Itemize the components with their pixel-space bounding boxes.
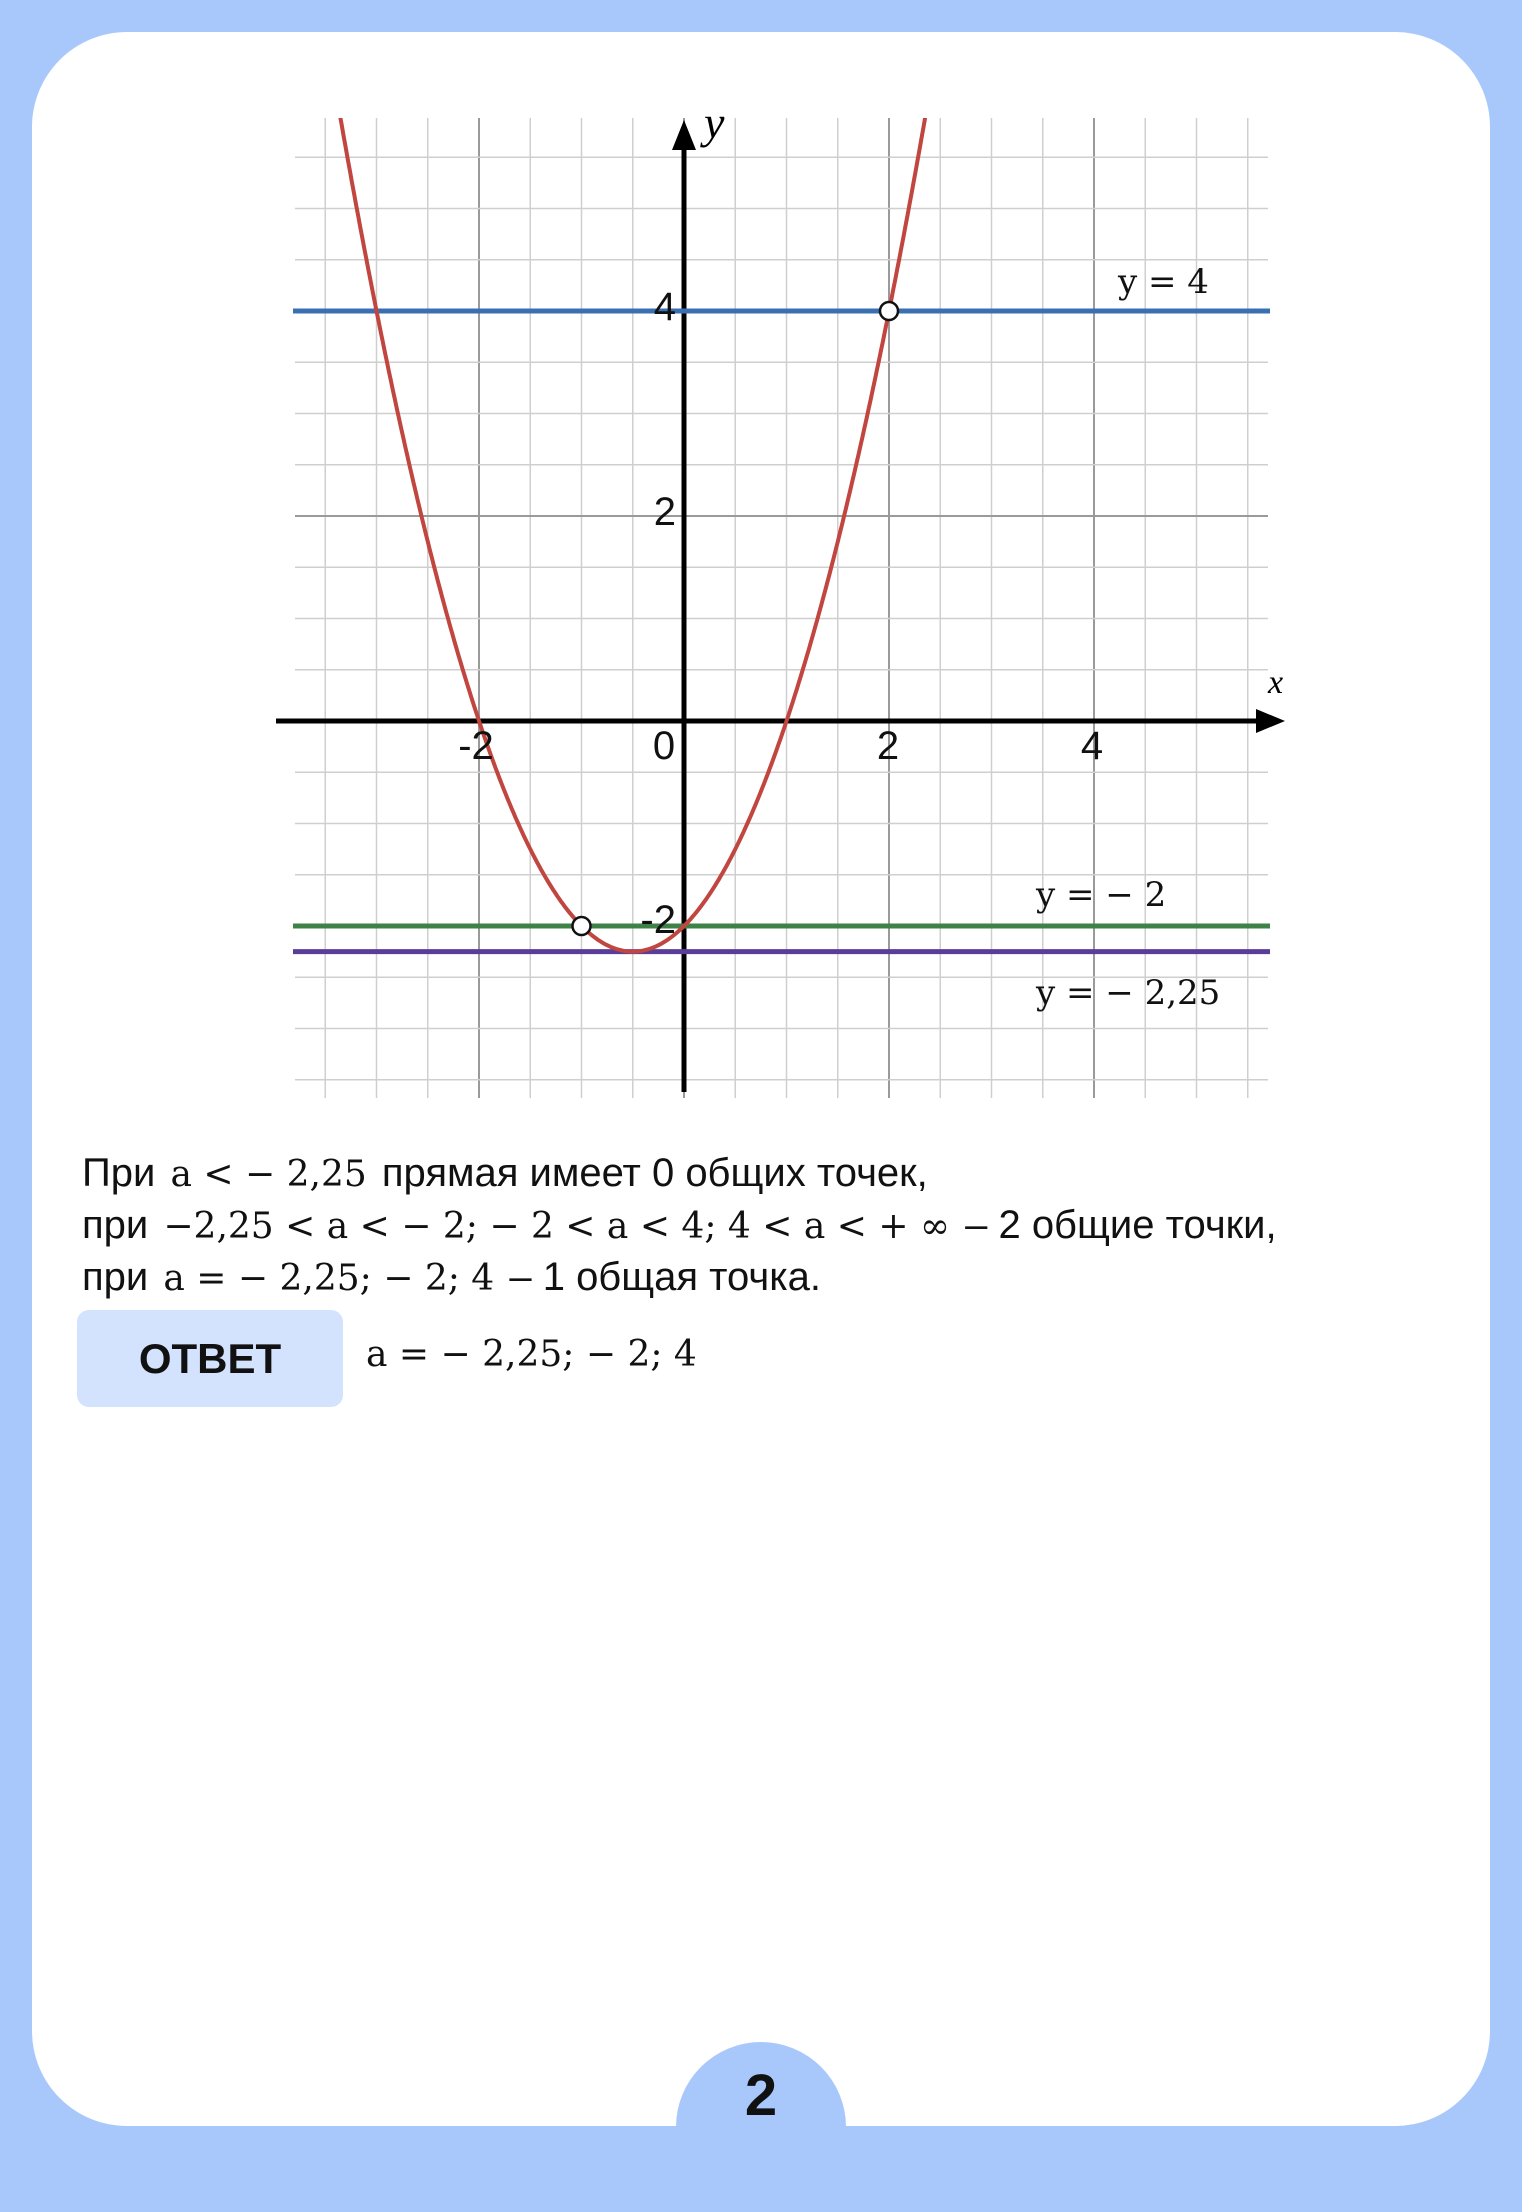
hollow-point bbox=[880, 302, 898, 320]
y-tick-label: 4 bbox=[653, 285, 676, 329]
solution-prefix: при bbox=[82, 1203, 149, 1247]
hollow-point bbox=[573, 917, 591, 935]
solution-prefix: при bbox=[82, 1255, 149, 1299]
answer-label: ОТВЕТ bbox=[138, 1334, 282, 1382]
line-label-y-2: y = − 2 bbox=[1036, 875, 1167, 915]
solution-suffix: прямая имеет 0 общих точек, bbox=[381, 1151, 928, 1195]
solution-math: a < − 2,25 bbox=[170, 1154, 367, 1195]
y-tick-label: -2 bbox=[640, 898, 676, 942]
solution-suffix: – 1 общая точка. bbox=[509, 1255, 821, 1299]
y-axis bbox=[672, 120, 696, 1092]
x-tick-label: 2 bbox=[876, 724, 900, 768]
answer-value: a = − 2,25; − 2; 4 bbox=[366, 1334, 697, 1375]
solution-line bbox=[82, 1148, 1382, 1200]
answer-label-badge bbox=[77, 1310, 343, 1407]
solution-prefix: При bbox=[82, 1151, 156, 1195]
solution-suffix: – 2 общие точки, bbox=[965, 1203, 1277, 1247]
y-tick-label: 2 bbox=[653, 490, 676, 534]
page-number: 2 bbox=[744, 2063, 778, 2128]
solution-math: −2,25 < a < − 2; − 2 < a < 4; 4 < a < + ∞ bbox=[163, 1206, 950, 1247]
solution-line bbox=[82, 1200, 1382, 1252]
solution-text bbox=[82, 1148, 1382, 1304]
page-number-badge bbox=[676, 2042, 846, 2212]
y-axis-label: y bbox=[704, 97, 725, 148]
parabola-curve bbox=[315, 0, 969, 952]
x-tick-label: 0 bbox=[652, 724, 676, 768]
solution-math: a = − 2,25; − 2; 4 bbox=[163, 1258, 495, 1299]
line-label-y4: y = 4 bbox=[1118, 262, 1209, 302]
x-tick-label: 4 bbox=[1080, 724, 1104, 768]
x-tick-label: -2 bbox=[458, 724, 494, 768]
solution-line bbox=[82, 1252, 1382, 1304]
line-label-y-2-25: y = − 2,25 bbox=[1036, 973, 1221, 1013]
x-axis-label: x bbox=[1268, 664, 1284, 701]
